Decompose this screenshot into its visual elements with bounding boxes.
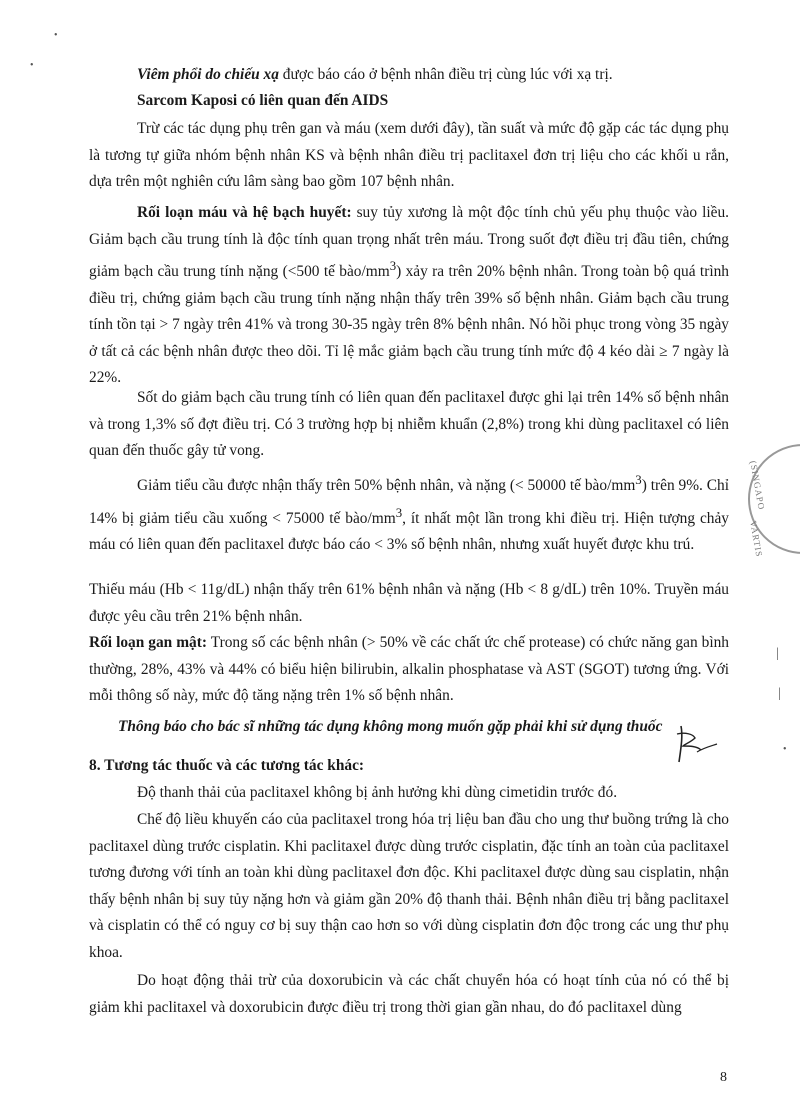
hepatobiliary-text: Trong số các bệnh nhân (> 50% về các chất ức chế protease) có chức năng gan bình thường, 28%, 43% và 44% có biểu hiện bilirubin, alkalin phosphatase và AST (SGOT) tương ứng. Với mỗi thông số này, mức độ tăng nặng trên 1% số bệnh nhân.	[89, 634, 730, 704]
hepatobiliary-title: Rối loạn gan mật:	[89, 634, 208, 651]
febrile-neutropenia-paragraph: Sốt do giảm bạch cầu trung tính có liên quan đến paclitaxel được ghi lại trên 14% số bệnh nhân và trong 1,3% số đợt điều trị. Có 3 trường hợp bị nhiễm khuẩn (2,8%) trong khi dùng paclitaxel có liên quan đến thuốc gây tử vong.	[89, 389, 729, 459]
platelet-text-1: Giảm tiểu cầu được nhận thấy trên 50% bệnh nhân, và nặng (< 50000 tế bào/mm	[137, 477, 636, 495]
scan-dot: •	[30, 60, 34, 71]
blood-text-1: suy tủy xương là một độc tính chủ yếu phụ thuộc vào liều. Giảm bạch cầu trung tính là độc tính quan trọng nhất trên máu. Trong suốt đợt điều trị đầu tiên, chứng giảm bạch cầu trung tính nặng (<500 tế bào/mm	[89, 204, 730, 281]
radiation-pneumonitis-line	[137, 64, 777, 86]
kaposi-intro-paragraph: Trừ các tác dụng phụ trên gan và máu (xem dưới đây), tần suất và mức độ gặp các tác dụng phụ là tương tự giữa nhóm bệnh nhân KS và bệnh nhân điều trị paclitaxel đơn trị liệu cho các khối u rắn, dựa trên một nghiên cứu lâm sàng bao gồm 107 bệnh nhân.	[89, 120, 729, 190]
scan-dot: •	[54, 30, 58, 41]
platelet-text-3: , ít nhất một lần trong khi điều trị. Hiện tượng chảy máu có liên quan đến paclitaxel được báo cáo < 3% số bệnh nhân, nhưng xuất huyết được khu trú.	[89, 509, 729, 554]
doxorubicin-paragraph: Do hoạt động thải trừ của doxorubicin và các chất chuyển hóa có hoạt tính của nó có thể bị giảm khi paclitaxel và doxorubicin được điều trị trong thời gian gần nhau, do đó paclitaxel dùng	[89, 972, 729, 1016]
cisplatin-paragraph: Chế độ liều khuyến cáo của paclitaxel trong hóa trị liệu ban đầu cho ung thư buồng trứng là cho paclitaxel dùng trước cisplatin. Khi paclitaxel được dùng trước cisplatin, đặc tính an toàn của paclitaxel tương đương với tính an toàn khi dùng paclitaxel đơn độc. Khi paclitaxel được dùng sau cisplatin, nhận thấy bệnh nhân bị suy tủy nặng hơn và giảm gần 20% độ thanh thải. Bệnh nhân điều trị bằng paclitaxel và cisplatin có thể có nguy cơ bị suy thận cao hơn so với dùng cisplatin đơn độc trong các ung thư phụ khoa.	[89, 811, 729, 961]
interactions-heading: 8. Tương tác thuốc và các tương tác khác:	[89, 757, 365, 774]
stamp-text-2: VARTIS	[748, 520, 765, 558]
page-number: 8	[720, 1070, 727, 1085]
blood-disorders-paragraph	[89, 200, 729, 392]
platelet-superscript-2: 3	[395, 505, 403, 520]
kaposi-heading: Sarcom Kaposi có liên quan đến AIDS	[137, 92, 389, 109]
blood-text-2: ) xảy ra trên 20% bệnh nhân. Trong toàn bộ quá trình điều trị, chứng giảm bạch cầu trung tính nặng nhận thấy trên 39% số bệnh nhân. Giảm bạch cầu trung tính tồn tại > 7 ngày trên 41% và trong 30-35 ngày trên 8% bệnh nhân. Nó hồi phục trong vòng 35 ngày ở tất cả các bệnh nhân được theo dõi. Tỉ lệ mắc giảm bạch cầu trung tính mức độ 4 kéo dài ≥ 7 ngày là 22%.	[89, 263, 730, 387]
platelet-superscript-1: 3	[635, 473, 642, 487]
scan-mark: |	[776, 646, 779, 661]
radiation-text: được báo cáo ở bệnh nhân điều trị cùng lúc với xạ trị.	[278, 66, 613, 83]
hepatobiliary-paragraph	[89, 630, 729, 710]
scan-dot: •	[783, 744, 787, 755]
blood-superscript: 3	[389, 259, 397, 273]
anemia-paragraph: Thiếu máu (Hb < 11g/dL) nhận thấy trên 61% bệnh nhân và nặng (Hb < 8 g/dL) trên 10%. Truyền máu được yêu cầu trên 21% bệnh nhân.	[89, 581, 729, 625]
radiation-title: Viêm phổi do chiếu xạ	[137, 66, 279, 83]
stamp-text: (SINGAPO	[748, 460, 767, 511]
cimetidine-paragraph: Độ thanh thải của paclitaxel không bị ảnh hưởng khi dùng cimetidin trước đó.	[137, 784, 618, 801]
thrombocytopenia-paragraph	[89, 467, 729, 559]
adverse-effects-notice: Thông báo cho bác sĩ những tác dụng không mong muốn gặp phải khi sử dụng thuốc	[118, 718, 663, 735]
platelet-text-2: ) trên 9%. Chỉ 14% bị giảm tiểu cầu xuống < 75000 tế bào/mm	[89, 477, 730, 527]
blood-disorders-title: Rối loạn máu và hệ bạch huyết:	[137, 204, 352, 221]
scan-mark: |	[778, 686, 781, 701]
